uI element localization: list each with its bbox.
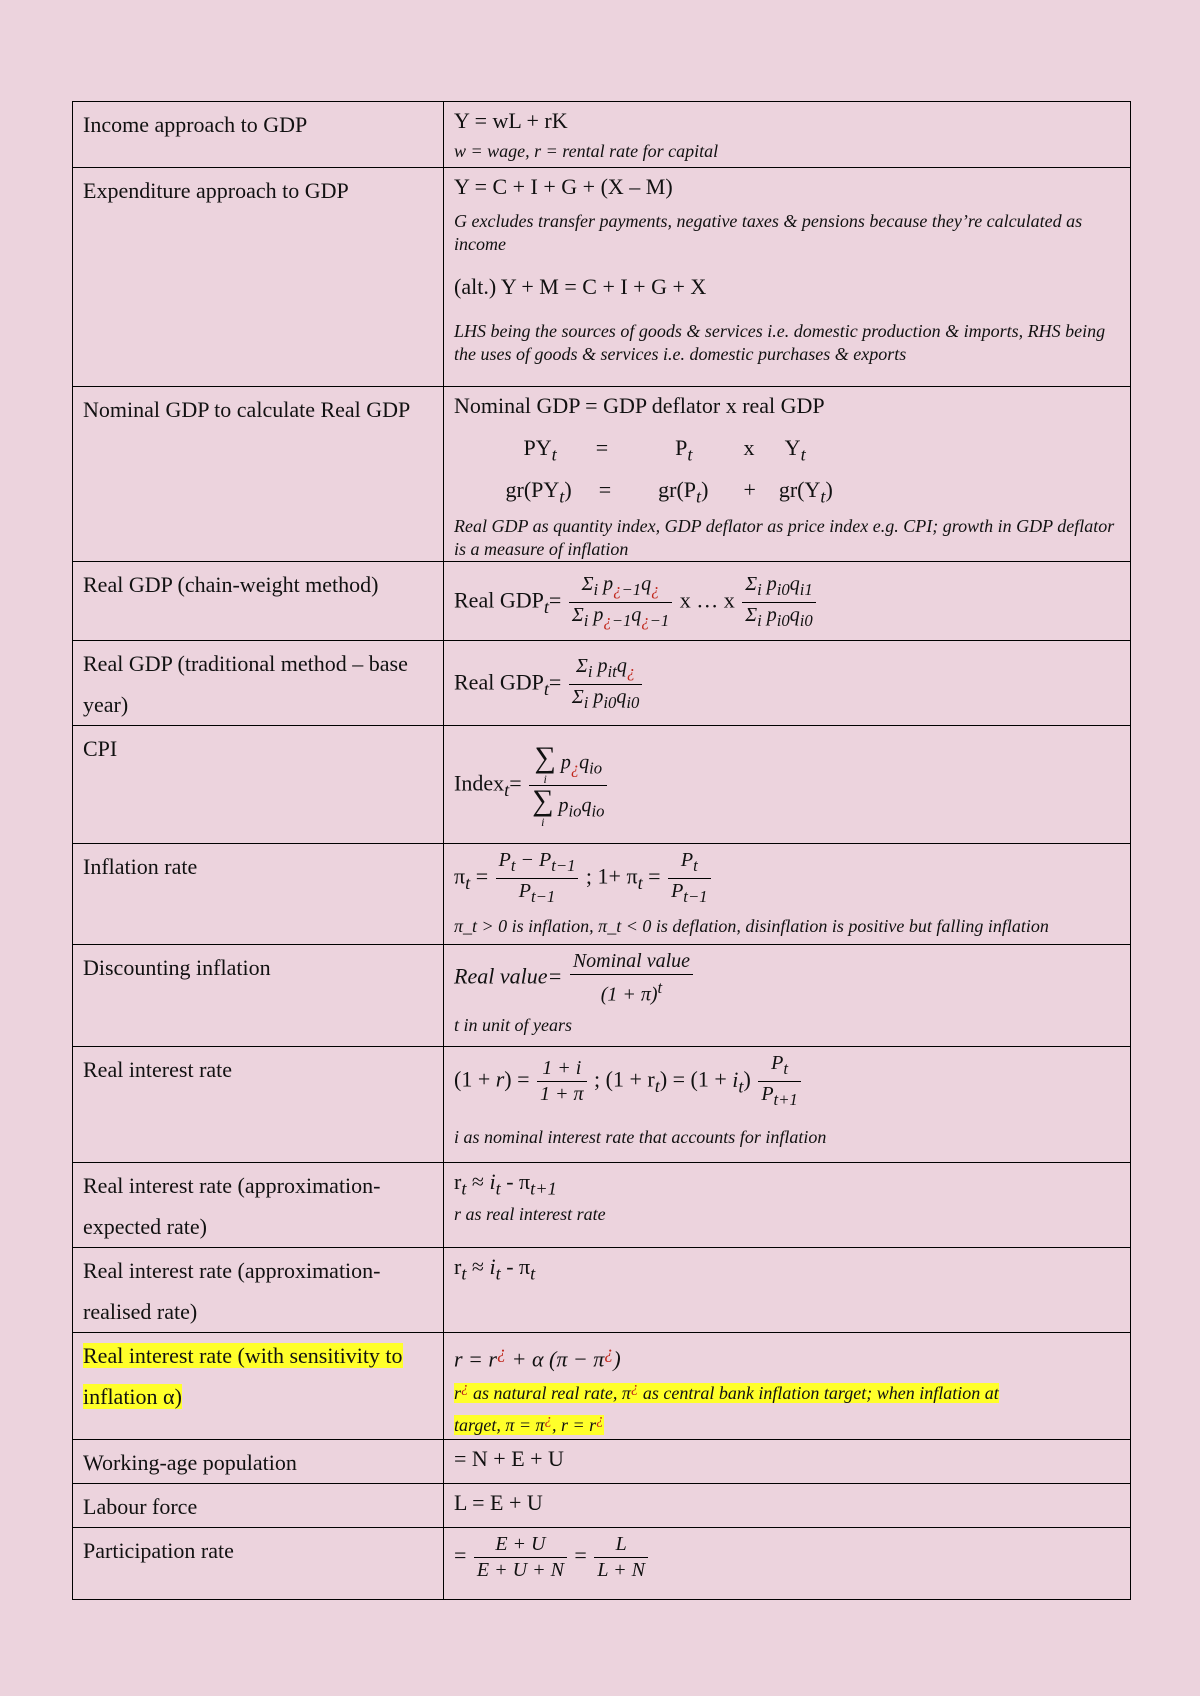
chain-fraction-2: $\frac{\Sigma_i p_{i0}q_{i1}}{\Sigma_i p_{i0}q_{i0}}$ xyxy=(742,572,815,633)
term: P xyxy=(675,435,688,460)
real-rate-formula: (1 + r) = $\frac{1 + i}{1 + \pi}$ ; $(1 + r_t) = (1 + i_t)$ $\frac{P_t}{P_{t+1}}$ xyxy=(454,1051,1121,1112)
term: ) xyxy=(701,477,709,502)
formula: Y = C + I + G + (X – M) xyxy=(454,174,673,199)
formula-note: π_t > 0 is inflation, π_t < 0 is deflation, disinflation is positive but falling inflation xyxy=(454,916,1049,936)
formula-note: r as real interest rate xyxy=(454,1204,606,1224)
inflation-formula: $\pi_t$ = $\frac{P_t - P_{t-1}}{P_{t-1}}$ ; $1+ \pi_t$ = $\frac{P_t}{P_{t-1}}$ xyxy=(454,848,1121,909)
formula: Nominal GDP = GDP deflator x real GDP xyxy=(454,393,825,418)
table-row xyxy=(73,1163,1131,1248)
term: ) xyxy=(564,477,572,502)
row-label: Participation rate xyxy=(73,1528,444,1600)
term: = xyxy=(598,477,612,502)
formula-alt: (alt.) Y + M = C + I + G + X xyxy=(454,274,707,299)
row-label: Expenditure approach to GDP xyxy=(73,168,444,387)
table-row xyxy=(73,844,1131,945)
term: ) xyxy=(825,477,833,502)
table-row xyxy=(73,1047,1131,1163)
table-row xyxy=(73,168,1131,387)
real-rate-fraction: $\frac{1 + i}{1 + \pi}$ xyxy=(537,1056,587,1107)
formula-cell xyxy=(444,102,1131,168)
table-row xyxy=(73,1484,1131,1528)
table-row xyxy=(73,1248,1131,1333)
note-part: as central bank inflation target; when inflation at xyxy=(642,1383,999,1403)
participation-fraction-1: $\frac{E + U}{E + U + N}$ xyxy=(474,1532,567,1583)
formula-cell: Real $GDP_t=$ $\frac{\Sigma_i p_{it}q_¿}{\Sigma_i p_{i0}q_{i0}}$ xyxy=(444,641,1131,726)
formula-mid: x … x xyxy=(679,587,735,613)
price-ratio: $\frac{P_t}{P_{t+1}}$ xyxy=(758,1051,800,1112)
row-label: Real GDP (traditional method – base year) xyxy=(73,641,444,726)
formula-cell xyxy=(444,1047,1131,1163)
formula-prefix: Real GDP xyxy=(454,587,544,613)
formula-note: w = wage, r = rental rate for capital xyxy=(454,141,719,161)
row-label: Real interest rate (approximation- realised rate) xyxy=(73,1248,444,1333)
row-label: Inflation rate xyxy=(73,844,444,945)
formula-cell xyxy=(444,1333,1131,1440)
term: PY xyxy=(523,435,552,460)
row-label: Working-age population xyxy=(73,1440,444,1484)
term: + xyxy=(743,477,756,502)
formula-note: r¿ as natural real rate, π¿ as central bank inflation target; when inflation at target, π = π¿, r = r¿ xyxy=(454,1380,999,1435)
discount-fraction: $\frac{\text{Nominal value}}{(1 + \pi)^t}$ xyxy=(570,949,693,1008)
formula-cell xyxy=(444,168,1131,387)
term: x xyxy=(743,435,755,460)
formula-line-2: $PY_t = P_t$ x $Y_t$ xyxy=(523,435,806,465)
formula xyxy=(454,108,1121,140)
term: gr(P xyxy=(658,477,697,502)
formula-text: Y = wL + rK xyxy=(454,108,568,133)
participation-fraction-2: $\frac{L}{L + N}$ xyxy=(594,1532,648,1583)
approx-realised-formula: $r_t \approx i_t - \pi_t$ xyxy=(454,1254,536,1284)
formula-note: t in unit of years xyxy=(454,1014,572,1035)
row-label: Real GDP (chain-weight method) xyxy=(73,562,444,641)
term: gr(Y xyxy=(778,477,821,502)
formula-cell xyxy=(444,945,1131,1047)
table-row xyxy=(73,1528,1131,1600)
participation-formula: = $\frac{E + U}{E + U + N}$ = $\frac{L}{L + N}$ xyxy=(454,1532,1121,1583)
row-label: Discounting inflation xyxy=(73,945,444,1047)
row-label: Income approach to GDP xyxy=(73,102,444,168)
table-row xyxy=(73,726,1131,844)
row-label: Nominal GDP to calculate Real GDP xyxy=(73,387,444,562)
table-row xyxy=(73,387,1131,562)
formula-note: Real GDP as quantity index, GDP deflator as price index e.g. CPI; growth in GDP deflator is a measure of inflation xyxy=(454,516,1115,559)
formula: L = E + U xyxy=(454,1490,543,1515)
chain-fraction-1: $\frac{\Sigma_i p_{¿-1}q_¿}{\Sigma_i p_{¿-1}q_{¿-1}}$ xyxy=(569,572,672,633)
formula-cell xyxy=(444,1248,1131,1333)
formula-line-3: $gr(PY_t) = gr(P_t) + gr(Y_t)$ xyxy=(505,477,833,507)
formula-cell xyxy=(444,1163,1131,1248)
formula: = N + E + U xyxy=(454,1446,564,1471)
formula-cell: Index$_t$= ∑ i $p_¿q_{io}$ ∑ i $p_{io}q_{io}$ xyxy=(444,726,1131,844)
formula-note: G excludes transfer payments, negative taxes & pensions because they’re calculated as income xyxy=(454,211,1083,254)
row-label xyxy=(73,1333,444,1440)
row-label: Labour force xyxy=(73,1484,444,1528)
formula-cell xyxy=(444,1528,1131,1600)
row-label: Real interest rate xyxy=(73,1047,444,1163)
row-label: Real interest rate (approximation- expected rate) xyxy=(73,1163,444,1248)
table-row xyxy=(73,641,1131,726)
table-row xyxy=(73,102,1131,168)
formula-cell xyxy=(444,1484,1131,1528)
highlighted-label: Real interest rate (with sensitivity to inflation α) xyxy=(83,1343,403,1409)
inflation-ratio: $\frac{P_t}{P_{t-1}}$ xyxy=(668,848,710,909)
approx-expected-formula: $r_t \approx i_t - \pi_{t+1}$ xyxy=(454,1169,557,1199)
formula-cell xyxy=(444,1440,1131,1484)
sensitivity-formula: r = r¿ + α (π − π¿) xyxy=(454,1342,621,1372)
term: Y xyxy=(784,435,801,460)
row-label: CPI xyxy=(73,726,444,844)
formula-table xyxy=(72,101,1131,1600)
formula-lhs: Real value xyxy=(454,963,548,989)
formula-note-2: LHS being the sources of goods & services i.e. domestic production & imports, RHS being the uses of goods & services i.e. domestic purchases & exports xyxy=(454,321,1106,364)
table-row xyxy=(73,1333,1131,1440)
table-row xyxy=(73,945,1131,1047)
inflation-fraction: $\frac{P_t - P_{t-1}}{P_{t-1}}$ xyxy=(496,848,579,909)
table-row xyxy=(73,562,1131,641)
cpi-fraction: ∑ i $p_¿q_{io}$ ∑ i $p_{io}q_{io}$ xyxy=(529,743,607,828)
formula-cell xyxy=(444,387,1131,562)
table-row xyxy=(73,1440,1131,1484)
discount-formula: Real value= $\frac{\text{Nominal value}}{(1 + \pi)^t}$ xyxy=(454,949,1121,1008)
formula-cell xyxy=(444,844,1131,945)
formula-note: i as nominal interest rate that accounts for inflation xyxy=(454,1127,827,1147)
term: = xyxy=(595,435,609,460)
term: gr(PY xyxy=(505,477,560,502)
formula-prefix: Real GDP xyxy=(454,669,544,695)
base-year-fraction: $\frac{\Sigma_i p_{it}q_¿}{\Sigma_i p_{i0}q_{i0}}$ xyxy=(569,654,642,715)
note-part: as natural real rate, xyxy=(473,1383,618,1403)
fraction-numerator: Nominal value xyxy=(570,949,693,975)
formula-cell: Real $GDP_t=$ $\frac{\Sigma_i p_{¿-1}q_¿}{\Sigma_i p_{¿-1}q_{¿-1}}$ x … x $\frac{\Sigma_i p_{i0}q_{i1}}{\Sigma_i p_{i0}q_{i0}}$ xyxy=(444,562,1131,641)
formula-prefix: Index xyxy=(454,770,505,796)
note-part: target, xyxy=(454,1415,501,1435)
